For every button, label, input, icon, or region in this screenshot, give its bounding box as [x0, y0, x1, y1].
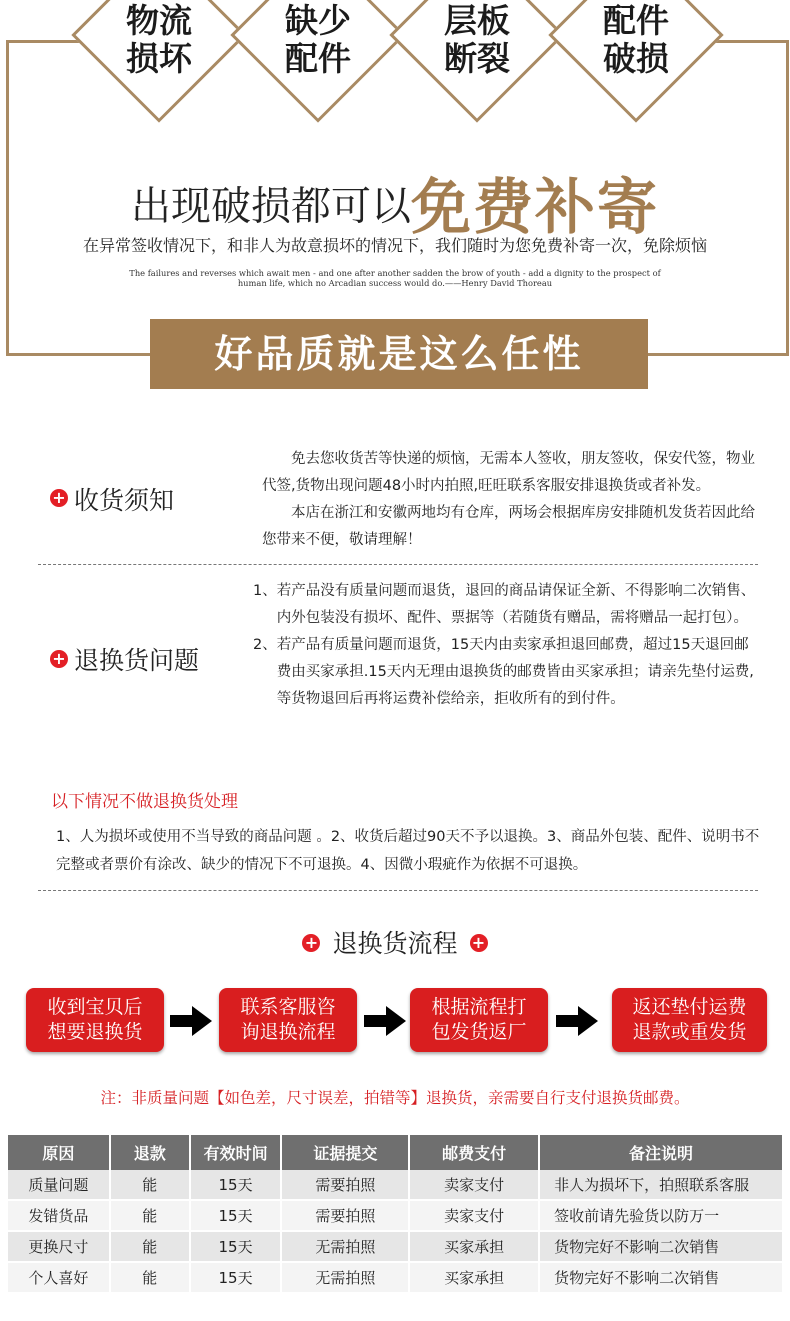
receipt-paragraph-2: 本店在浙江和安徽两地均有仓库，两场会根据库房安排随机发货若因此给您带来不便，敬请理解！ — [262, 505, 755, 548]
flow-step-3: 根据流程打 包发货返厂 — [410, 988, 548, 1052]
table-cell: 发错货品 — [8, 1200, 110, 1231]
table-cell: 需要拍照 — [281, 1200, 409, 1231]
return-policy-table — [8, 1135, 784, 1294]
table-cell: 能 — [110, 1170, 190, 1200]
table-header-row — [8, 1135, 783, 1170]
arrow-right-icon — [556, 1004, 598, 1038]
returns-item-text: 若产品有质量问题而退货，15天内由卖家承担退回邮费，超过15天退回邮费由买家承担.15天内无理由退换货的邮费皆由买家承担；请亲先垫付运费,等货物退回后再将运费补偿给亲，拒收所有的到付件。 — [276, 637, 754, 707]
table-cell: 买家承担 — [409, 1262, 539, 1293]
returns-title: 退换货问题 — [74, 646, 200, 675]
table-cell: 卖家支付 — [409, 1170, 539, 1200]
divider — [38, 564, 758, 565]
plus-icon: + — [470, 934, 488, 952]
flow-step-4: 返还垫付运费 退款或重发货 — [612, 988, 767, 1052]
table-cell: 货物完好不影响二次销售 — [539, 1262, 783, 1293]
quality-banner: 好品质就是这么任性 — [150, 319, 648, 389]
table-header-cell: 退款 — [110, 1135, 190, 1170]
returns-item-number: 2、 — [253, 637, 277, 653]
table-cell: 能 — [110, 1231, 190, 1262]
receipt-title: 收货须知 — [74, 486, 175, 515]
table-cell: 能 — [110, 1200, 190, 1231]
headline-plain: 出现破损都可以 — [131, 183, 411, 230]
table-row — [8, 1262, 783, 1293]
plus-icon: + — [302, 934, 320, 952]
returns-item — [253, 578, 759, 632]
exclusions-text: 1、人为损坏或使用不当导致的商品问题 。2、收货后超过90天不予以退换。3、商品外包装、配件、说明书不完整或者票价有涂改、缺少的情况下不可退换。4、因微小瑕疵作为依据不可退换。 — [56, 829, 760, 873]
receipt-paragraph-1: 免去您收货苦等快递的烦恼，无需本人签收，朋友签收，保安代签，物业代签,货物出现问题48小时内拍照,旺旺联系客服安排退换货或者补发。 — [262, 451, 755, 494]
table-cell: 非人为损坏下，拍照联系客服 — [539, 1170, 783, 1200]
divider — [38, 890, 758, 891]
table-cell: 签收前请先验货以防万一 — [539, 1200, 783, 1231]
flow-title — [0, 924, 790, 960]
table-header-cell: 备注说明 — [539, 1135, 783, 1170]
exclusions-heading: 以下情况不做退换货处理 — [51, 792, 238, 812]
table-cell: 买家承担 — [409, 1231, 539, 1262]
flow-step-1: 收到宝贝后 想要退换货 — [26, 988, 164, 1052]
returns-item — [253, 632, 759, 713]
diamond-1-text: 物流 损坏 — [126, 1, 192, 78]
plus-icon: + — [50, 489, 68, 507]
returns-item-text: 若产品没有质量问题而退货，退回的商品请保证全新、不得影响二次销售、内外包装没有损坏、配件、票据等（若随货有赠品，需将赠品一起打包）。 — [276, 583, 756, 626]
returns-item-number: 1、 — [253, 583, 277, 599]
table-cell: 货物完好不影响二次销售 — [539, 1231, 783, 1262]
table-cell: 15天 — [190, 1231, 282, 1262]
table-cell: 15天 — [190, 1170, 282, 1200]
shipping-note: 注：非质量问题【如色差，尺寸误差，拍错等】退换货，亲需要自行支付退换货邮费。 — [100, 1089, 690, 1107]
table-row — [8, 1231, 783, 1262]
arrow-right-icon — [170, 1004, 212, 1038]
receipt-text — [262, 446, 756, 554]
table-cell: 15天 — [190, 1200, 282, 1231]
diamond-3-text: 层板 断裂 — [444, 1, 510, 78]
table-cell: 需要拍照 — [281, 1170, 409, 1200]
flow-title-text: 退换货流程 — [332, 929, 458, 958]
table-row — [8, 1200, 783, 1231]
frame-bottom-left — [6, 353, 151, 356]
table-cell: 卖家支付 — [409, 1200, 539, 1231]
table-header-cell: 原因 — [8, 1135, 110, 1170]
headline-highlight: 免费补寄 — [411, 173, 659, 243]
table-cell: 无需拍照 — [281, 1231, 409, 1262]
table-cell: 15天 — [190, 1262, 282, 1293]
arrow-right-icon — [364, 1004, 406, 1038]
table-cell: 能 — [110, 1262, 190, 1293]
table-row — [8, 1170, 783, 1200]
table-header-cell: 邮费支付 — [409, 1135, 539, 1170]
table-cell: 无需拍照 — [281, 1262, 409, 1293]
returns-list — [253, 578, 759, 713]
diamond-4-text: 配件 破损 — [603, 1, 669, 78]
flow-step-2: 联系客服咨 询退换流程 — [219, 988, 357, 1052]
table-cell: 质量问题 — [8, 1170, 110, 1200]
table-cell: 更换尺寸 — [8, 1231, 110, 1262]
table-header-cell: 证据提交 — [281, 1135, 409, 1170]
english-quote: The failures and reverses which await men - and one after another sadden the brow of youth - add a dignity to the prospect of human life, which no Arcadian success would do.——Henry David Thoreau — [129, 268, 661, 288]
table-cell: 个人喜好 — [8, 1262, 110, 1293]
frame-bottom-right — [647, 353, 789, 356]
diamond-2-text: 缺少 配件 — [285, 1, 351, 78]
table-header-cell: 有效时间 — [190, 1135, 282, 1170]
plus-icon: + — [50, 650, 68, 668]
subline: 在异常签收情况下，和非人为故意损坏的情况下，我们随时为您免费补寄一次，免除烦恼 — [82, 236, 707, 255]
